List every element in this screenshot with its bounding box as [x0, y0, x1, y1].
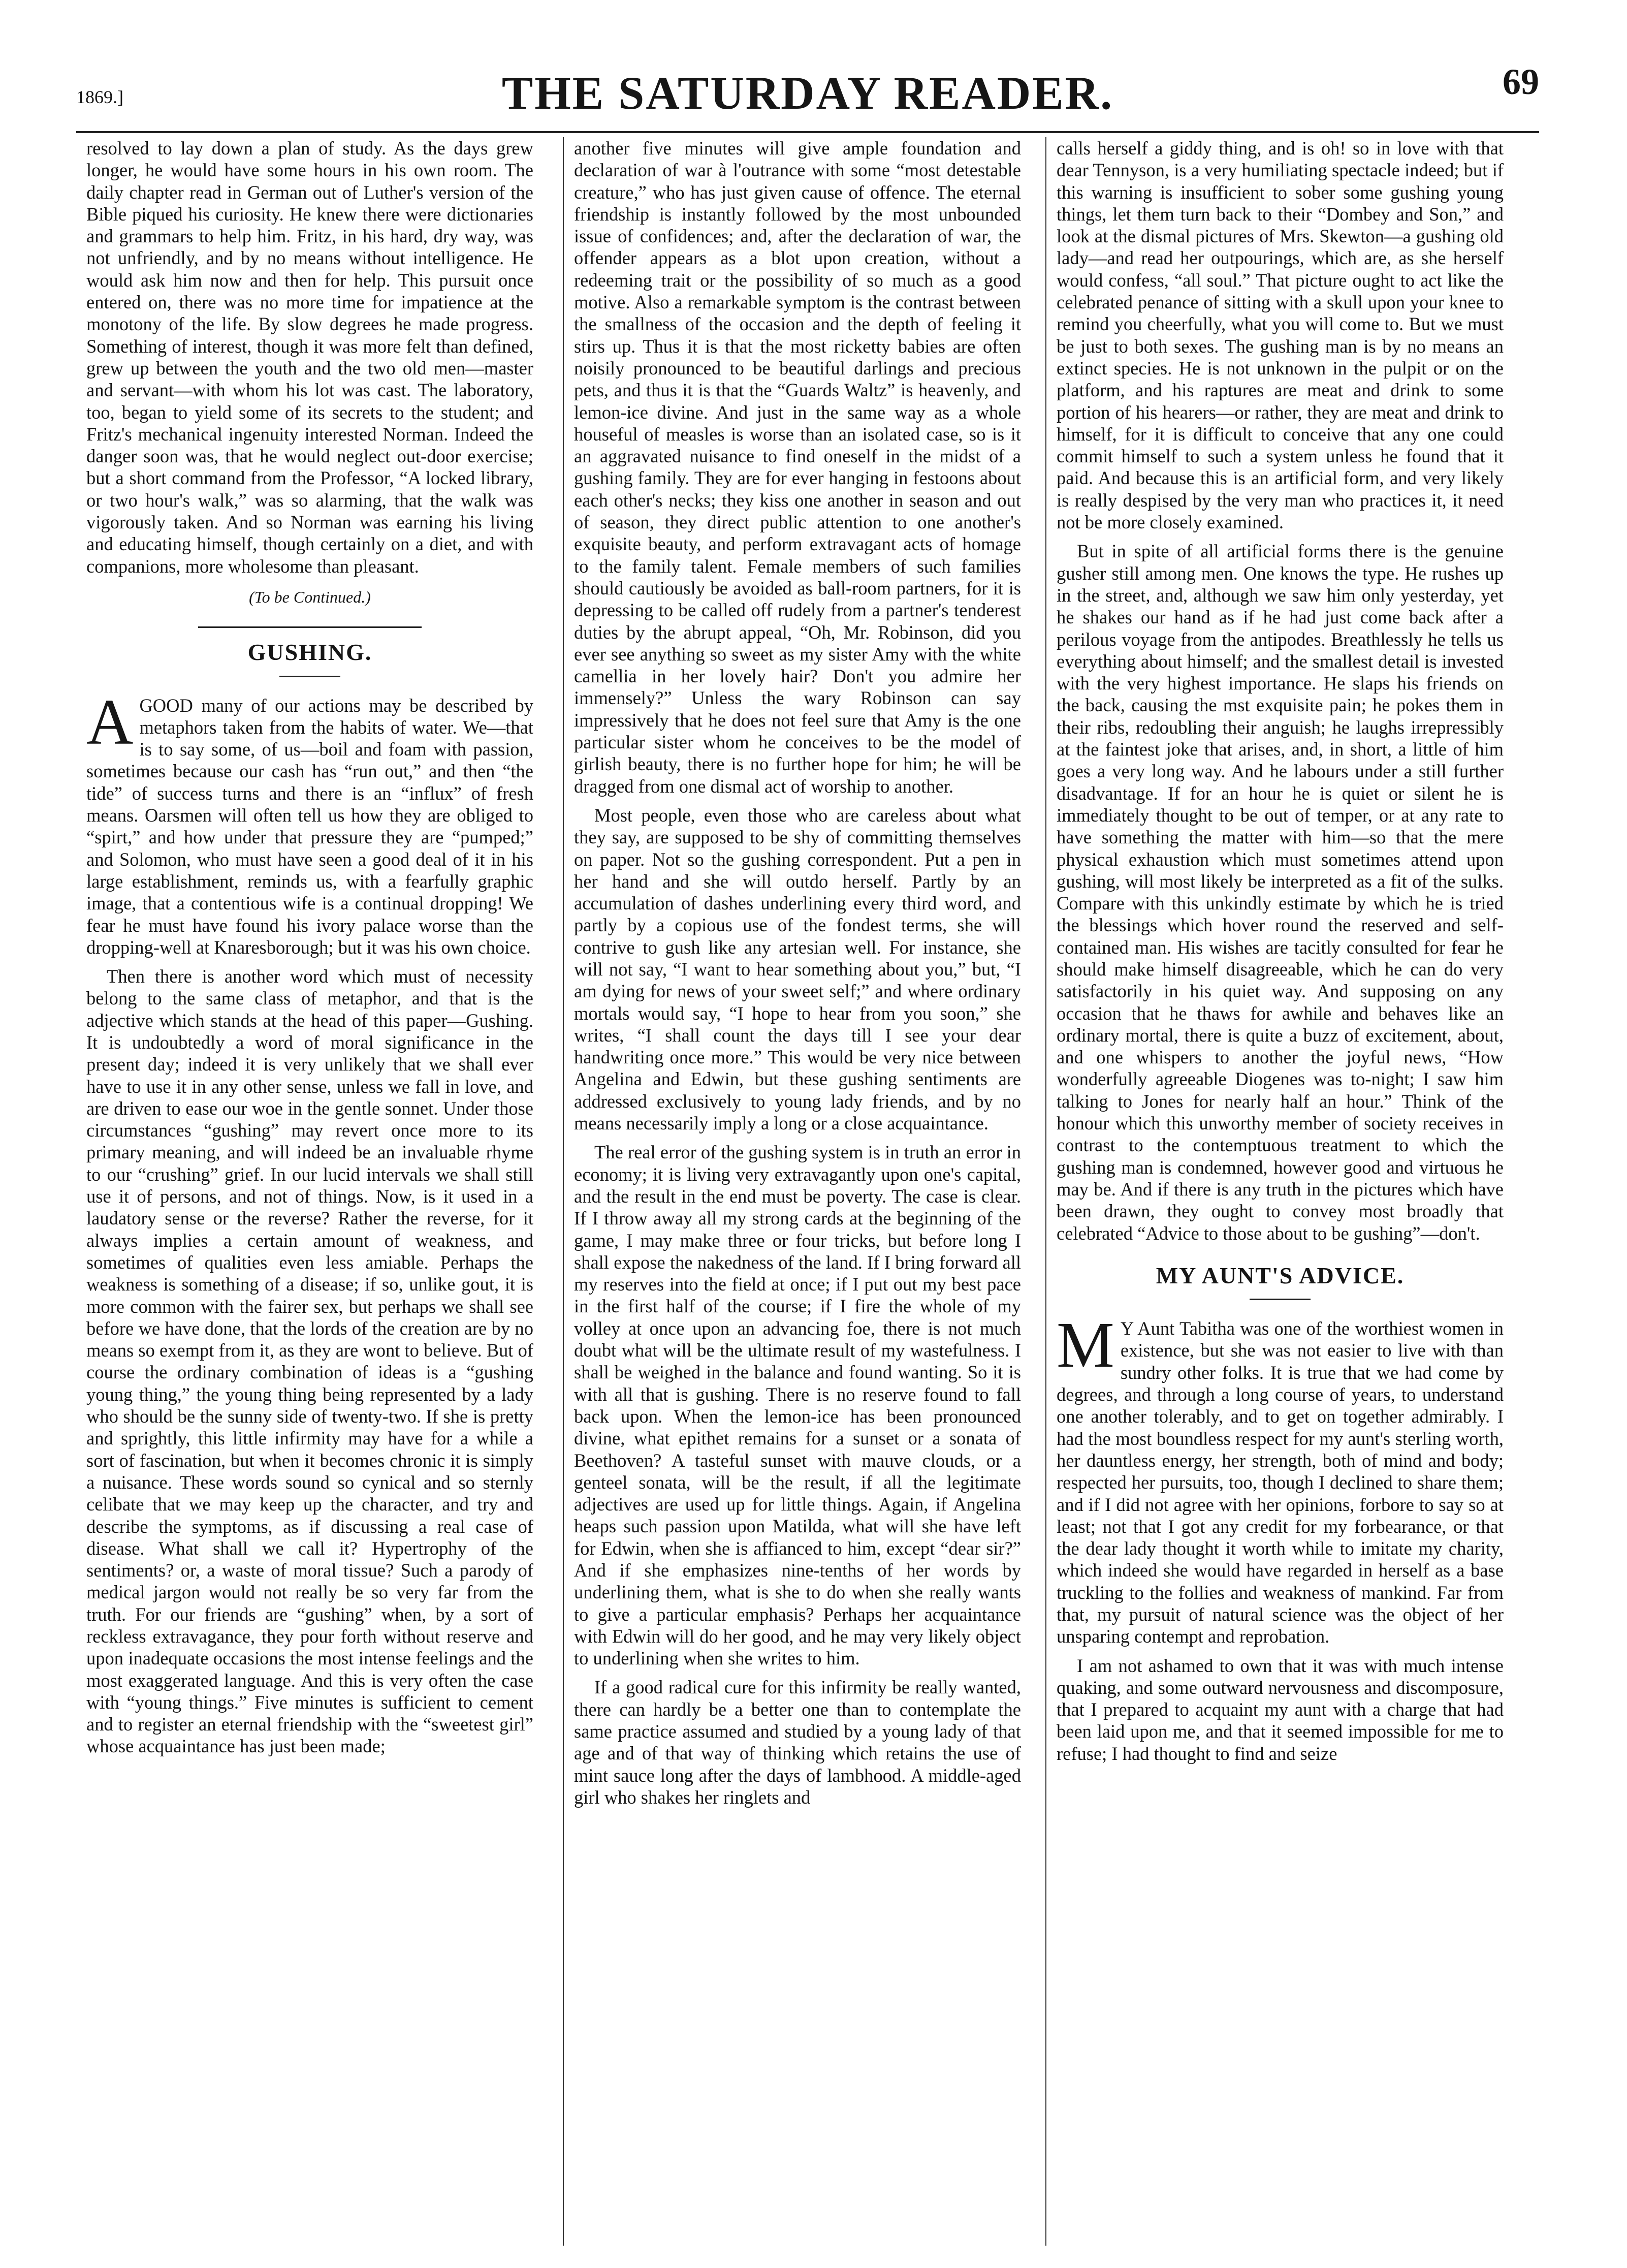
column-divider	[1045, 137, 1046, 2246]
my-aunts-advice-heading: MY AUNT'S ADVICE.	[1156, 1262, 1405, 1288]
column-1	[86, 137, 533, 2256]
aunt-paragraph: I am not ashamed to own that it was with much intense quaking, and some outward nervousness and discomposure, that I prepared to acquaint my aunt with a charge that had been laid upon me, and that it seemed impossible for me to refuse; I had thought to find and seize	[1057, 1655, 1504, 1764]
heading-rule	[1250, 1299, 1311, 1300]
drop-cap: A	[86, 685, 134, 758]
header-rule	[76, 131, 1539, 133]
gushing-paragraph-text: GOOD many of our actions may be described by metaphors taken from the habits of water. We—that is to say some, of us—boil and foam with passion, sometimes because our cash has “run out,” and then “the tide” of success turns and there is an “influx” of fresh means. Oarsmen will often tell us how they are obliged to “spirt,” and how under that pressure they are “pumped;” and Solomon, who must have seen a good deal of it in his large establishment, reminds us, with a fearfully graphic image, that a contentious wife is a continual dropping! We fear he must have found his ivory palace worse than the dropping-well at Knaresborough; but it was his own choice.	[86, 695, 533, 958]
heading-rule	[279, 676, 340, 677]
to-be-continued-note: (To be Continued.)	[249, 587, 371, 606]
section-divider	[198, 626, 422, 628]
column-divider	[563, 137, 564, 2246]
serial-paragraph: resolved to lay down a plan of study. As the days grew longer, he would have some hours in his own room. The daily chapter read in German out of Luther's version of the Bible piqued his curiosity. He knew there were dictionaries and grammars to help him. Fritz, in his hard, dry way, was not unfriendly, and by no means without intelligence. He would ask him now and then for help. This pursuit once entered on, there was no more time for impatience at the monotony of the life. By slow degrees he made progress. Something of interest, though it was more felt than defined, grew up between the youth and the two old men—master and servant—with whom his lot was cast. The laboratory, too, began to yield some of its secrets to the student; and Fritz's mechanical ingenuity interested Norman. Indeed the danger soon was, that he would neglect out-door exercise; but a short command from the Professor, “A locked library, or two hour's walk,” was so alarming, that the walk was vigorously taken. And so Norman was earning his living and educating himself, though certainly on a diet, and with companions, more wholesome than pleasant.	[86, 138, 533, 577]
gushing-paragraph: Most people, even those who are careless about what they say, are supposed to be shy of committing themselves on paper. Not so the gushing correspondent. Put a pen in her hand and she will outdo herself. Partly by an accumulation of dashes underlining every third word, and partly by a copious use of the fondest terms, she will contrive to gush like any artesian well. For instance, she will not say, “I want to hear something about you,” but, “I am dying for news of your sweet self;” and where ordinary mortals would say, “I hope to hear from you soon,” she writes, “I shall count the days till I see your dear handwriting once more.” This would be very nice between Angelina and Edwin, but these gushing sentiments are addressed exclusively to young lady friends, and by no means necessarily imply a long or a close acquaintance.	[574, 804, 1021, 1134]
aunt-paragraph-text: Y Aunt Tabitha was one of the worthiest women in existence, but she was not easier to live with than sundry other folks. It is true that we had come by degrees, and through a long course of years, to understand one another tolerably, and to get on together admirably. I had the most boundless respect for my aunt's sterling worth, her dauntless energy, her strength, both of mind and body; respected her pursuits, too, though I declined to share them; and if I did not agree with her opinions, forbore to say so at least; not that I got any credit for my forbearance, or that the dear lady thought it worth while to imitate my charity, which indeed she would have regarded in herself as a base truckling to the follies and weakness of mankind. Far from that, my pursuit of natural science was the object of her unsparing contempt and reprobation.	[1057, 1318, 1504, 1647]
aunt-paragraph	[1057, 1309, 1504, 1647]
issue-date: 1869.]	[76, 87, 123, 107]
publication-title: THE SATURDAY READER.	[501, 67, 1114, 119]
gushing-paragraph: Then there is another word which must of necessity belong to the same class of metaphor, and that is the adjective which stands at the head of this paper—Gushing. It is undoubtedly a word of moral significance in the present day; indeed it is very unlikely that we shall ever have to use it in any other sense, unless we fall in love, and are driven to ease our woe in the gentle sonnet. Under those circumstances “gushing” may revert once more to its primary meaning, and will indeed be an invaluable rhyme to our “crushing” grief. In our lucid intervals we shall still use it of persons, and not of things. Now, is it used in a laudatory sense or the reverse? Rather the reverse, for it always implies a certain amount of weakness, and sometimes of qualities even less amiable. Perhaps the weakness is something of a disease; if so, unlike gout, it is more common with the fairer sex, but perhaps we shall see before we have done, that the lords of the creation are by no means so exempt from it, as they are wont to believe. But of course the ordinary combination of ideas is a “gushing young thing,” the young thing being represented by a lady who should be the sunny side of twenty-two. If she is pretty and sprightly, this little infirmity may have for a while a sort of fascination, but when it becomes chronic it is simply a nuisance. These words sound so cynical and so sternly celibate that we may keep up the character, and try and describe the symptoms, as if discussing a real case of disease. What shall we call it? Hypertrophy of the sentiments? or, a waste of moral tissue? Such a parody of medical jargon would not really be so very far from the truth. For our friends are “gushing” when, by a sort of reckless extravagance, they pour forth without reserve and upon inadequate occasions the most intense feelings and the most exaggerated language. And this is very often the case with “young things.” Five minutes is sufficient to cement and to register an eternal friendship with the “sweetest girl” whose acquaintance has just been made;	[86, 966, 533, 1757]
gushing-heading: GUSHING.	[247, 639, 372, 666]
page-number: 69	[1503, 61, 1539, 102]
column-2	[574, 137, 1021, 2256]
drop-cap: M	[1057, 1309, 1114, 1381]
gushing-paragraph: calls herself a giddy thing, and is oh! so in love with that dear Tennyson, is a very humiliating spectacle indeed; but if this warning is insufficient to sober some gushing young things, let them turn back to their “Dombey and Son,” and look at the dismal pictures of Mrs. Skewton—a gushing old lady—and read her outpourings, which are, as she herself would confess, “all soul.” That picture ought to act like the celebrated penance of sitting with a skull upon your knee to remind you cheerfully, what you will come to. But we must be just to both sexes. The gushing man is by no means an extinct species. He is not unknown in the pulpit or on the platform, and his raptures are meat and drink to some portion of his hearers—or rather, they are meat and drink to himself, for it is difficult to conceive that any one could commit himself to such a system unless he found that it paid. And because this is an artificial form, and very likely is really despised by the very man who practices it, it need not be more closely examined.	[1057, 138, 1504, 533]
column-3	[1057, 137, 1504, 2256]
gushing-paragraph	[86, 685, 533, 959]
gushing-paragraph: If a good radical cure for this infirmity be really wanted, there can hardly be a better one than to contemplate the same practice assumed and studied by a young lady of that age and of that way of thinking which retains the use of mint sauce long after the days of lambhood. A middle-aged girl who shakes her ringlets and	[574, 1677, 1021, 1808]
gushing-paragraph: another five minutes will give ample foundation and declaration of war à l'outrance with some “most detestable creature,” who has just given cause of offence. The eternal friendship is instantly followed by the most unbounded issue of confidences; and, after the declaration of war, the offender appears as a blot upon creation, without a redeeming trait or the possibility of so much as a good motive. Also a remarkable symptom is the contrast between the smallness of the occasion and the depth of feeling it stirs up. Thus it is that the most ricketty babies are often noisily pronounced to be beautiful darlings and precious pets, and thus it is that the “Guards Waltz” is heavenly, and lemon-ice divine. And just in the same way as a whole houseful of measles is worse than an isolated case, so is it an aggravated nuisance to find oneself in the midst of a gushing family. They are for ever hanging in festoons about each other's necks; they kiss one another in season and out of season, they direct public attention to one another's exquisite beauty, and perform extravagant acts of homage to the family talent. Female members of such families should cautiously be avoided as ball-room partners, for it is depressing to be called off rudely from a partner's tenderest duties by the abrupt appeal, “Oh, Mr. Robinson, did you ever see anything so sweet as my sister Amy with the white camellia in her lovely hair? Don't you admire her immensely?” Unless the wary Robinson can say impressively that he does not feel sure that Amy is the one particular sister whom he conceives to be the model of girlish beauty, there is no further hope for him; he will be dragged from one dismal act of worship to another.	[574, 138, 1021, 797]
gushing-paragraph: But in spite of all artificial forms there is the genuine gusher still among men. One knows the type. He rushes up in the street, and, although we saw him only yesterday, yet he shakes our hand as if he had just come back after a perilous voyage from the antipodes. Breathlessly he tells us everything about himself; and the smallest detail is invested with the very highest importance. He slaps his friends on the back, causing the mst exquisite pain; he pokes them in their ribs, redoubling their anguish; he laughs irrepressibly at the faintest joke that arises, and, in short, a little of him goes a very long way. And he labours under a still further disadvantage. If for an hour he is quiet or silent he is immediately thought to be out of temper, or at any rate to have something the matter with him—so that the mere physical exhaustion which must sometimes attend upon gushing, will most likely be interpreted as a fit of the sulks. Compare with this unkindly estimate by which he is tried the blessings which hover round the reserved and self-contained man. His wishes are tacitly consulted for fear he should make himself disagreeable, which he can do very satisfactorily in his quiet way. And supposing on any occasion that he thaws for awhile and behaves like an ordinary mortal, there is quite a buzz of excitement, about, and one whispers to another the joyful news, “How wonderfully agreeable Diogenes was to-night; I saw him talking to Jones for nearly half an hour.” Think of the honour which this unworthy member of society receives in contrast to the contemptuous treatment to which the gushing man is condemned, however good and virtuous he may be. And if there is any truth in the pictures which have been drawn, they ought to convey most broadly that celebrated “Advice to those about to be gushing”—don't.	[1057, 541, 1504, 1244]
gushing-paragraph: The real error of the gushing system is in truth an error in economy; it is living very extravagantly upon one's capital, and the result in the end must be poverty. The case is clear. If I throw away all my strong cards at the beginning of the game, I may make three or four tricks, but before long I shall expose the nakedness of the land. If I bring forward all my reserves into the field at once; if I put out my best pace in the first half of the course; if I fire the whole of my volley at once upon an advancing foe, there is not much doubt what will be the ultimate result of my wastefulness. I shall be weighed in the balance and found wanting. So it is with all that is gushing. There is no reserve found to fall back upon. When the lemon-ice has been pronounced divine, what epithet remains for a sunset or a sonata of Beethoven? A tasteful sunset with mauve clouds, or a genteel sonata, will be the result, if all the legitimate adjectives are used up for little things. Again, if Angelina heaps such passion upon Matilda, what will she have left for Edwin, when she is affianced to him, except “dear sir?” And if she emphasizes nine-tenths of her words by underlining them, what is she to do when she really wants to give a particular emphasis? Perhaps her acquaintance with Edwin will do her good, and he may very likely object to underlining when she writes to him.	[574, 1142, 1021, 1669]
